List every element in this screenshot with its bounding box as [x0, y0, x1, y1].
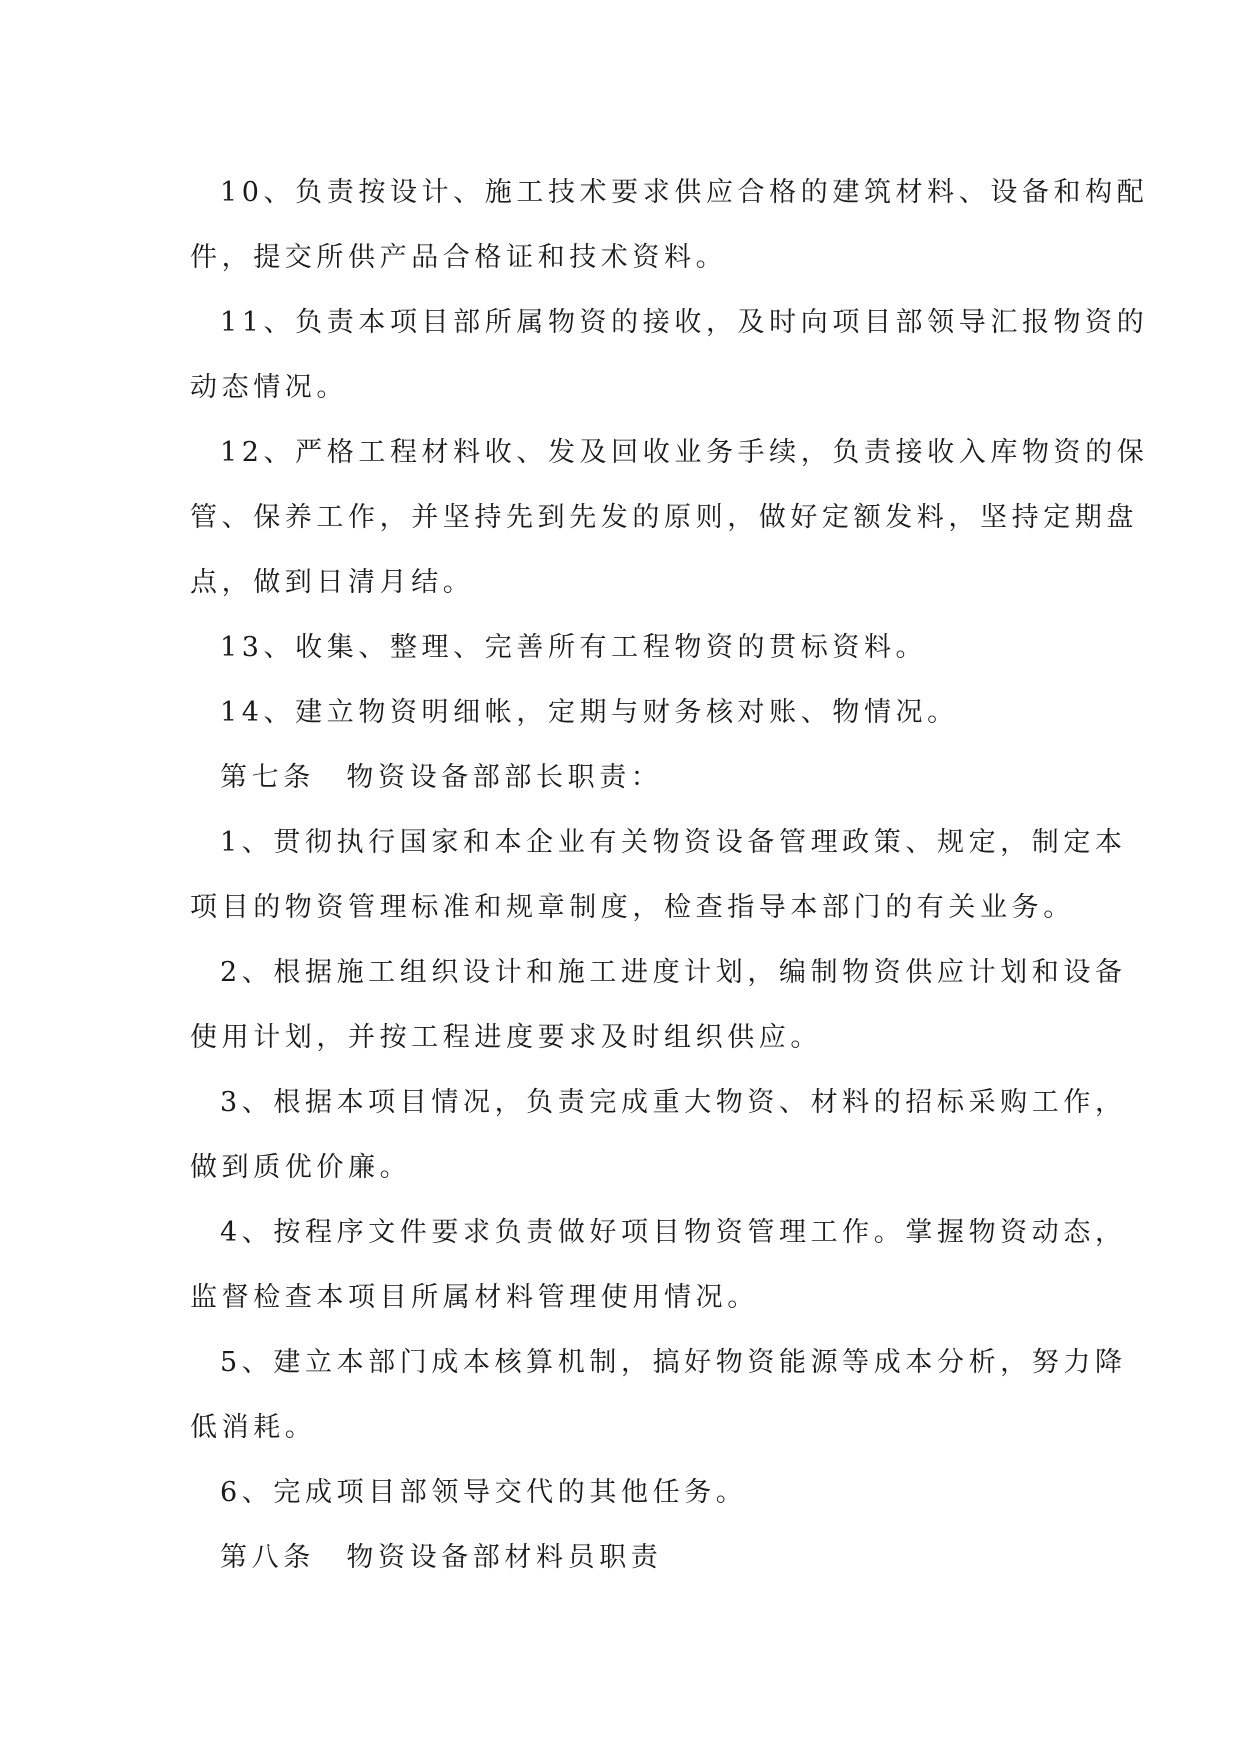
- paragraph-item-13: [190, 615, 1050, 680]
- duty-line: 4、按程序文件要求负责做好项目物资管理工作。掌握物资动态，: [220, 1217, 1127, 1248]
- paragraph-line: 13、收集、整理、完善所有工程物资的贯标资料。: [220, 632, 928, 663]
- duty-line: 3、根据本项目情况，负责完成重大物资、材料的招标采购工作，: [220, 1087, 1127, 1118]
- paragraph-line: 10、负责按设计、施工技术要求供应合格的建筑材料、设备和构配: [220, 177, 1149, 208]
- duty-item-4: [190, 1200, 1127, 1330]
- paragraph-line: 11、负责本项目部所属物资的接收，及时向项目部领导汇报物资的: [220, 307, 1149, 338]
- paragraph-line: 管、保养工作，并坚持先到先发的原则，做好定额发料，坚持定期盘: [190, 502, 1138, 533]
- duty-item-6: [190, 1460, 1050, 1525]
- duty-line: 项目的物资管理标准和规章制度，检查指导本部门的有关业务。: [190, 892, 1075, 923]
- duty-line: 使用计划，并按工程进度要求及时组织供应。: [190, 1022, 822, 1053]
- paragraph-line: 件，提交所供产品合格证和技术资料。: [190, 242, 728, 273]
- duty-item-2: [190, 940, 1127, 1070]
- document-body: [190, 160, 1149, 1590]
- paragraph-line: 动态情况。: [190, 372, 348, 403]
- paragraph-line: 点，做到日清月结。: [190, 567, 475, 598]
- duty-item-5: [190, 1330, 1127, 1460]
- paragraph-item-14: [190, 680, 1050, 745]
- duty-item-3: [190, 1070, 1127, 1200]
- paragraph-line: 14、建立物资明细帐，定期与财务核对账、物情况。: [220, 697, 959, 728]
- duty-line: 做到质优价廉。: [190, 1152, 412, 1183]
- paragraph-item-10: [190, 160, 1149, 290]
- duty-line: 6、完成项目部领导交代的其他任务。: [220, 1477, 748, 1508]
- duty-line: 5、建立本部门成本核算机制，搞好物资能源等成本分析，努力降: [220, 1347, 1127, 1378]
- article-8-heading: 第八条 物资设备部材料员职责: [220, 1542, 663, 1573]
- article-7-heading: 第七条 物资设备部部长职责：: [220, 762, 663, 793]
- duty-line: 低消耗。: [190, 1412, 317, 1443]
- paragraph-item-11: [190, 290, 1149, 420]
- duty-line: 1、贯彻执行国家和本企业有关物资设备管理政策、规定，制定本: [220, 827, 1127, 858]
- duty-line: 2、根据施工组织设计和施工进度计划，编制物资供应计划和设备: [220, 957, 1127, 988]
- paragraph-line: 12、严格工程材料收、发及回收业务手续，负责接收入库物资的保: [220, 437, 1149, 468]
- duty-line: 监督检查本项目所属材料管理使用情况。: [190, 1282, 759, 1313]
- paragraph-item-12: [190, 420, 1149, 615]
- duty-item-1: [190, 810, 1127, 940]
